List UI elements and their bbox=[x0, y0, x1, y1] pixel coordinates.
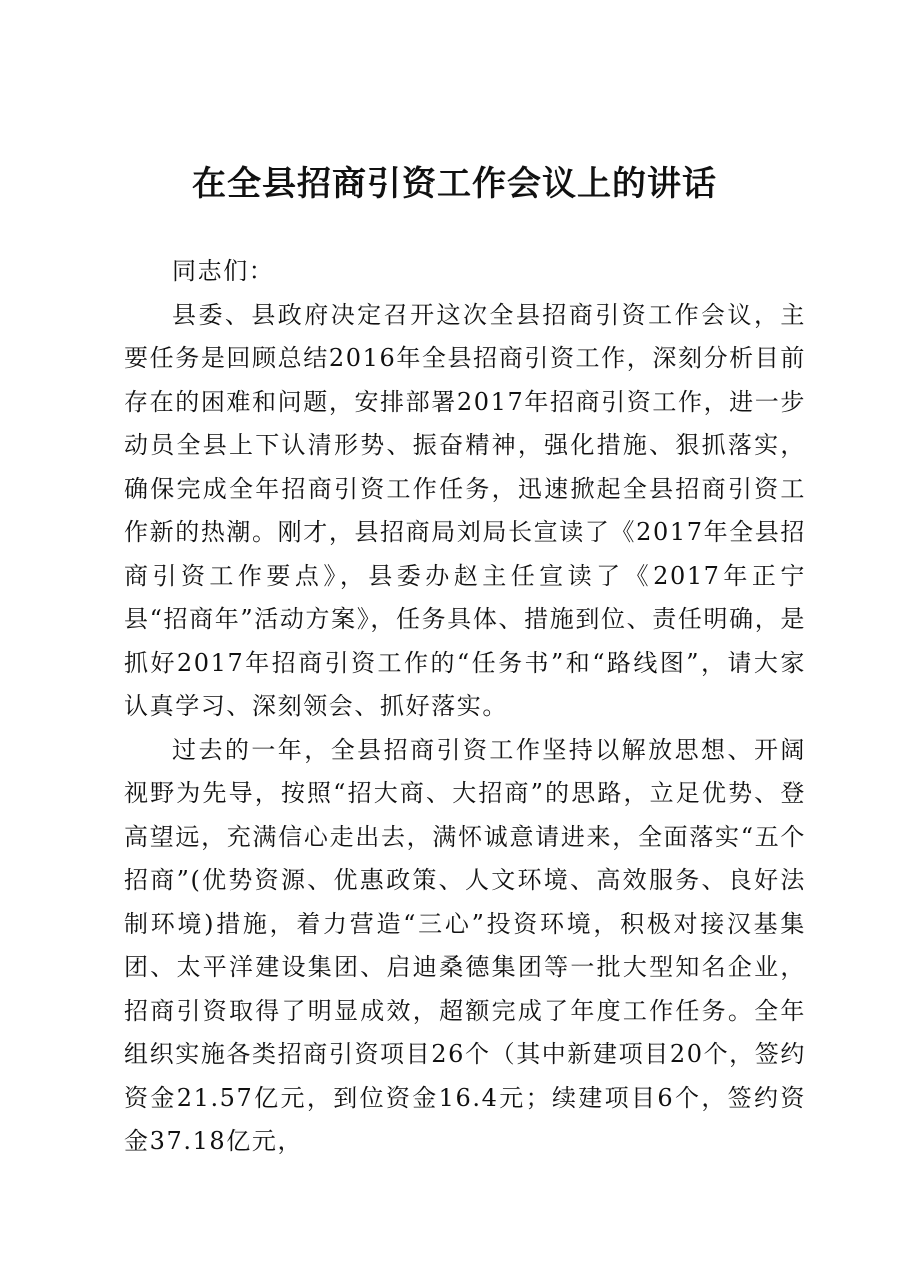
document-body bbox=[124, 250, 806, 1164]
document-title: 在全县招商引资工作会议上的讲话 bbox=[192, 164, 717, 204]
paragraph: 县委、县政府决定召开这次全县招商引资工作会议，主要任务是回顾总结2016年全县招商引资工作，深刻分析目前存在的困难和问题，安排部署2017年招商引资工作，进一步动员全县上下认清形势、振奋精神，强化措施、狠抓落实，确保完成全年招商引资工作任务，迅速掀起全县招商引资工作新的热潮。刚才，县招商局刘局长宣读了《2017年全县招商引资工作要点》，县委办赵主任宣读了《2017年正宁县“招商年”活动方案》，任务具体、措施到位、责任明确，是抓好2017年招商引资工作的“任务书”和“路线图”，请大家认真学习、深刻领会、抓好落实。 bbox=[124, 300, 806, 720]
paragraph: 过去的一年，全县招商引资工作坚持以解放思想、开阔视野为先导，按照“招大商、大招商”的思路，立足优势、登高望远，充满信心走出去，满怀诚意请进来，全面落实“五个招商”(优势资源、优惠政策、人文环境、高效服务、良好法制环境)措施，着力营造“三心”投资环境，积极对接汉基集团、太平洋建设集团、启迪桑德集团等一批大型知名企业，招商引资取得了明显成效，超额完成了年度工作任务。全年组织实施各类招商引资项目26个（其中新建项目20个，签约资金21.57亿元，到位资金16.4元；续建项目6个，签约资金37.18亿元， bbox=[124, 735, 806, 1155]
salutation: 同志们： bbox=[172, 257, 275, 285]
